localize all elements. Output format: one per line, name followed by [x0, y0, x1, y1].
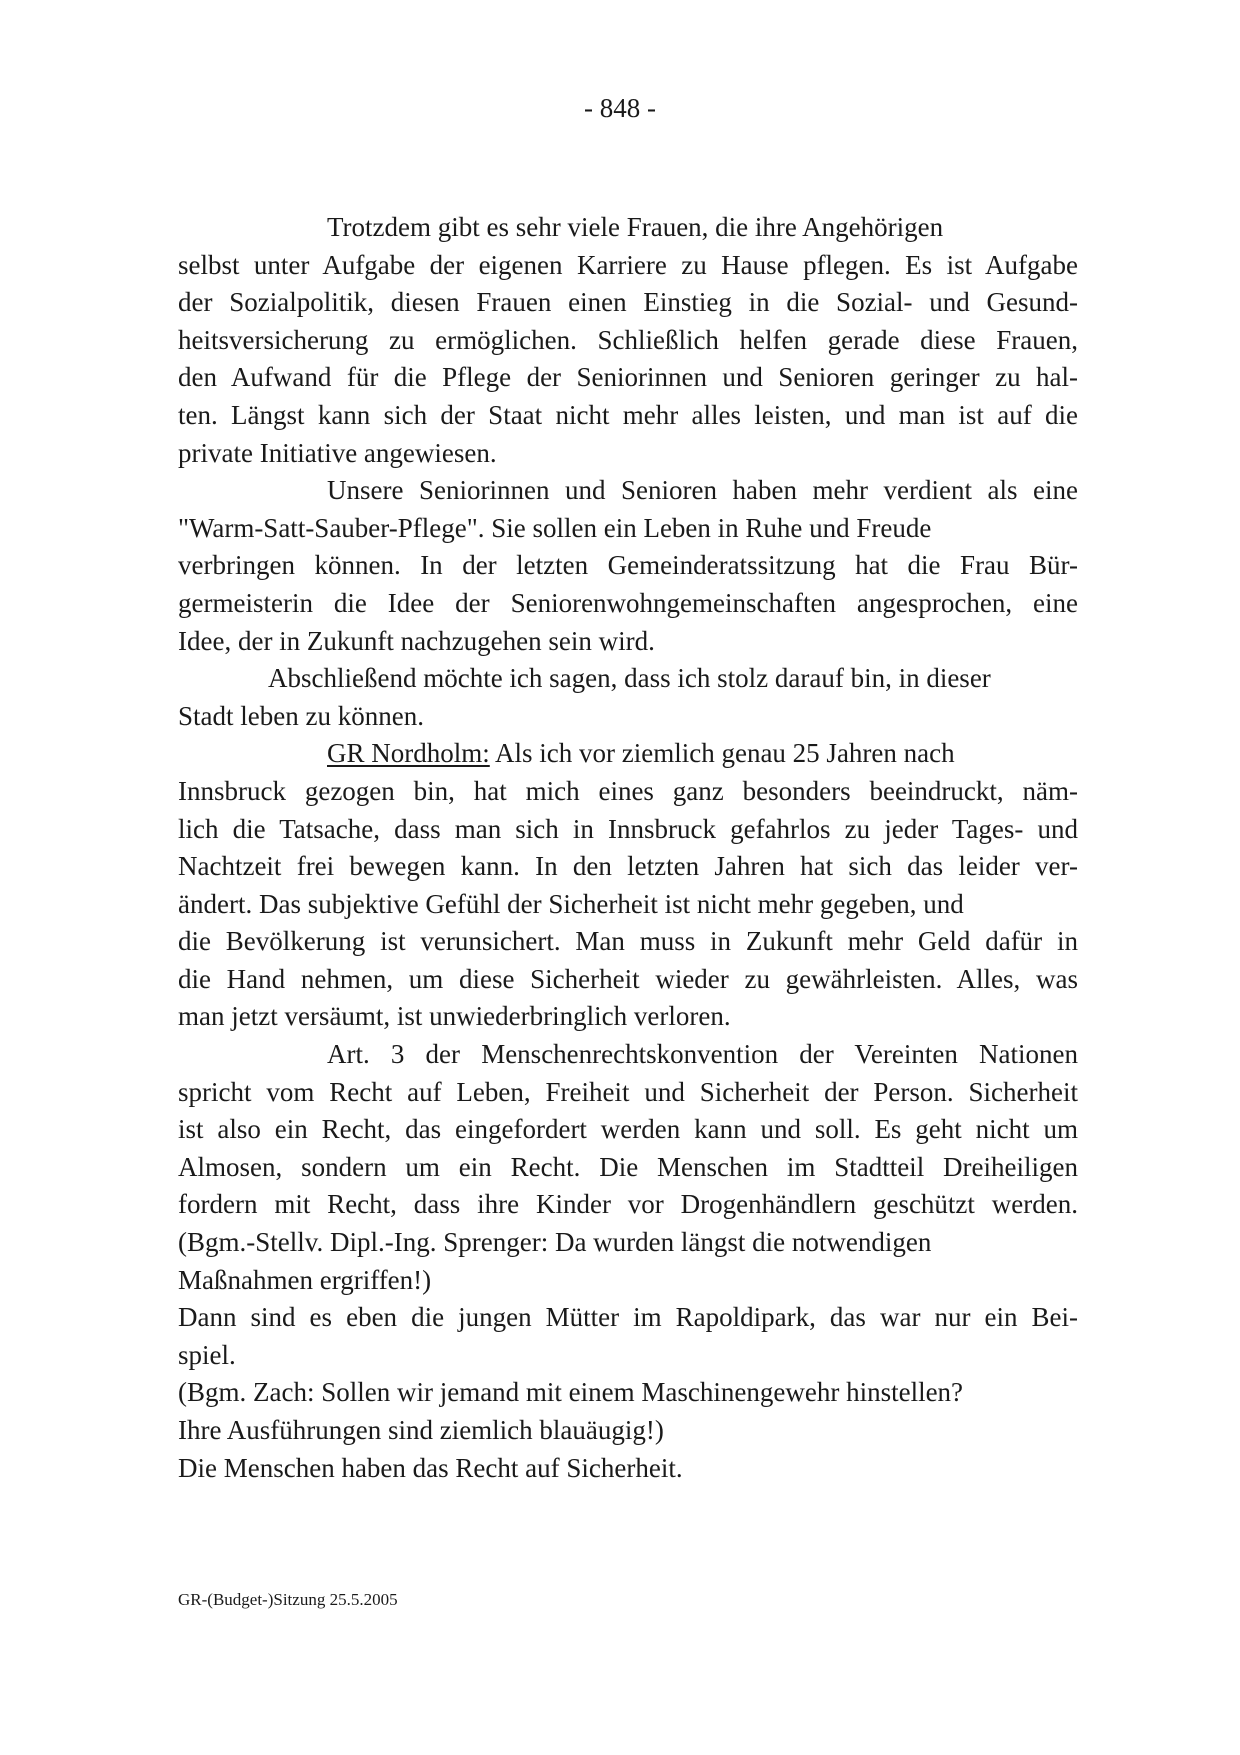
- line-text: ist also ein Recht, das eingefordert werden kann und soll. Es geht nicht um: [178, 1114, 1078, 1145]
- page-footer: GR-(Budget-)Sitzung 25.5.2005: [178, 1590, 398, 1609]
- text-line: [178, 359, 1078, 397]
- text-line: [178, 1111, 1078, 1149]
- text-line: [178, 773, 1078, 811]
- line-text: germeisterin die Idee der Seniorenwohngemeinschaften angesprochen, eine: [178, 587, 1078, 618]
- text-line: [178, 435, 1078, 473]
- line-text: verbringen können. In der letzten Gemeinderatssitzung hat die Frau Bür-: [178, 550, 1078, 581]
- text-line: [178, 1412, 1078, 1450]
- text-line: [178, 660, 1078, 698]
- line-text: Ihre Ausführungen sind ziemlich blauäugig!): [178, 1415, 664, 1445]
- text-line: [178, 397, 1078, 435]
- text-line: [178, 735, 1078, 773]
- text-line: [178, 623, 1078, 661]
- line-text: ten. Längst kann sich der Staat nicht mehr alles leisten, und man ist auf die: [178, 399, 1078, 430]
- line-text: Art. 3 der Menschenrechtskonvention der Vereinten Nationen: [327, 1039, 1078, 1070]
- text-line: [178, 1224, 1078, 1262]
- line-text: die Bevölkerung ist verunsichert. Man muss in Zukunft mehr Geld dafür in: [178, 926, 1078, 957]
- line-text: spiel.: [178, 1339, 236, 1370]
- line-text: Idee, der in Zukunft nachzugehen sein wird.: [178, 625, 655, 656]
- text-line: [178, 585, 1078, 623]
- text-line: [178, 247, 1078, 285]
- line-text: Abschließend möchte ich sagen, dass ich stolz darauf bin, in dieser: [268, 663, 991, 694]
- text-line: [178, 848, 1078, 886]
- page-number: - 848 -: [584, 93, 656, 123]
- text-line: [178, 284, 1078, 322]
- line-text: private Initiative angewiesen.: [178, 437, 497, 468]
- line-text: spricht vom Recht auf Leben, Freiheit und Sicherheit der Person. Sicherheit: [178, 1076, 1078, 1107]
- line-text: Maßnahmen ergriffen!): [178, 1264, 432, 1295]
- text-line: [178, 698, 1078, 736]
- line-text: die Hand nehmen, um diese Sicherheit wieder zu gewährleisten. Alles, was: [178, 963, 1078, 994]
- line-text: Nachtzeit frei bewegen kann. In den letzten Jahren hat sich das leider ver-: [178, 851, 1078, 882]
- text-line: [178, 547, 1078, 585]
- line-text: (Bgm.-Stellv. Dipl.-Ing. Sprenger: Da wurden längst die notwendigen: [178, 1227, 932, 1258]
- line-text: Unsere Seniorinnen und Senioren haben mehr verdient als eine: [327, 475, 1078, 506]
- text-line: [178, 811, 1078, 849]
- line-text: Dann sind es eben die jungen Mütter im Rapoldipark, das war nur ein Bei-: [178, 1302, 1078, 1333]
- text-line: [178, 961, 1078, 999]
- text-line: [178, 472, 1078, 510]
- text-line: [178, 1299, 1078, 1337]
- line-text: Die Menschen haben das Recht auf Sicherheit.: [178, 1452, 683, 1483]
- text-line: [178, 510, 1078, 548]
- line-text: selbst unter Aufgabe der eigenen Karriere zu Hause pflegen. Es ist Aufgabe: [178, 249, 1078, 280]
- text-line: [178, 1374, 1078, 1412]
- text-line: [178, 209, 1078, 247]
- text-line: [178, 1262, 1078, 1300]
- line-text: lich die Tatsache, dass man sich in Innsbruck gefahrlos zu jeder Tages- und: [178, 813, 1078, 844]
- text-line: [178, 1036, 1078, 1074]
- line-text: ändert. Das subjektive Gefühl der Sicherheit ist nicht mehr gegeben, und: [178, 888, 964, 919]
- line-text: Trotzdem gibt es sehr viele Frauen, die ihre Angehörigen: [327, 212, 944, 242]
- line-text: "Warm-Satt-Sauber-Pflege". Sie sollen ein Leben in Ruhe und Freude: [178, 512, 932, 543]
- speaker-name: GR Nordholm:: [327, 738, 490, 769]
- line-text: der Sozialpolitik, diesen Frauen einen Einstieg in die Sozial- und Gesund-: [178, 287, 1078, 318]
- line-text: heitsversicherung zu ermöglichen. Schließlich helfen gerade diese Frauen,: [178, 324, 1078, 355]
- text-line: [178, 1149, 1078, 1187]
- line-text: Almosen, sondern um ein Recht. Die Menschen im Stadtteil Dreiheiligen: [178, 1151, 1078, 1182]
- text-line: [178, 923, 1078, 961]
- text-line: [178, 998, 1078, 1036]
- text-line: [178, 322, 1078, 360]
- line-text: fordern mit Recht, dass ihre Kinder vor Drogenhändlern geschützt werden.: [178, 1189, 1078, 1220]
- line-text: Als ich vor ziemlich genau 25 Jahren nach: [489, 738, 955, 769]
- text-line: [178, 1186, 1078, 1224]
- text-line: [178, 886, 1078, 924]
- line-text: den Aufwand für die Pflege der Seniorinnen und Senioren geringer zu hal-: [178, 362, 1078, 393]
- line-text: Stadt leben zu können.: [178, 700, 424, 731]
- line-text: man jetzt versäumt, ist unwiederbringlich verloren.: [178, 1001, 731, 1032]
- line-text: (Bgm. Zach: Sollen wir jemand mit einem Maschinengewehr hinstellen?: [178, 1377, 964, 1408]
- document-body: [178, 209, 1078, 1487]
- text-line: [178, 1074, 1078, 1112]
- line-text: Innsbruck gezogen bin, hat mich eines ganz besonders beeindruckt, näm-: [178, 775, 1078, 806]
- text-line: [178, 1450, 1078, 1488]
- text-line: [178, 1337, 1078, 1375]
